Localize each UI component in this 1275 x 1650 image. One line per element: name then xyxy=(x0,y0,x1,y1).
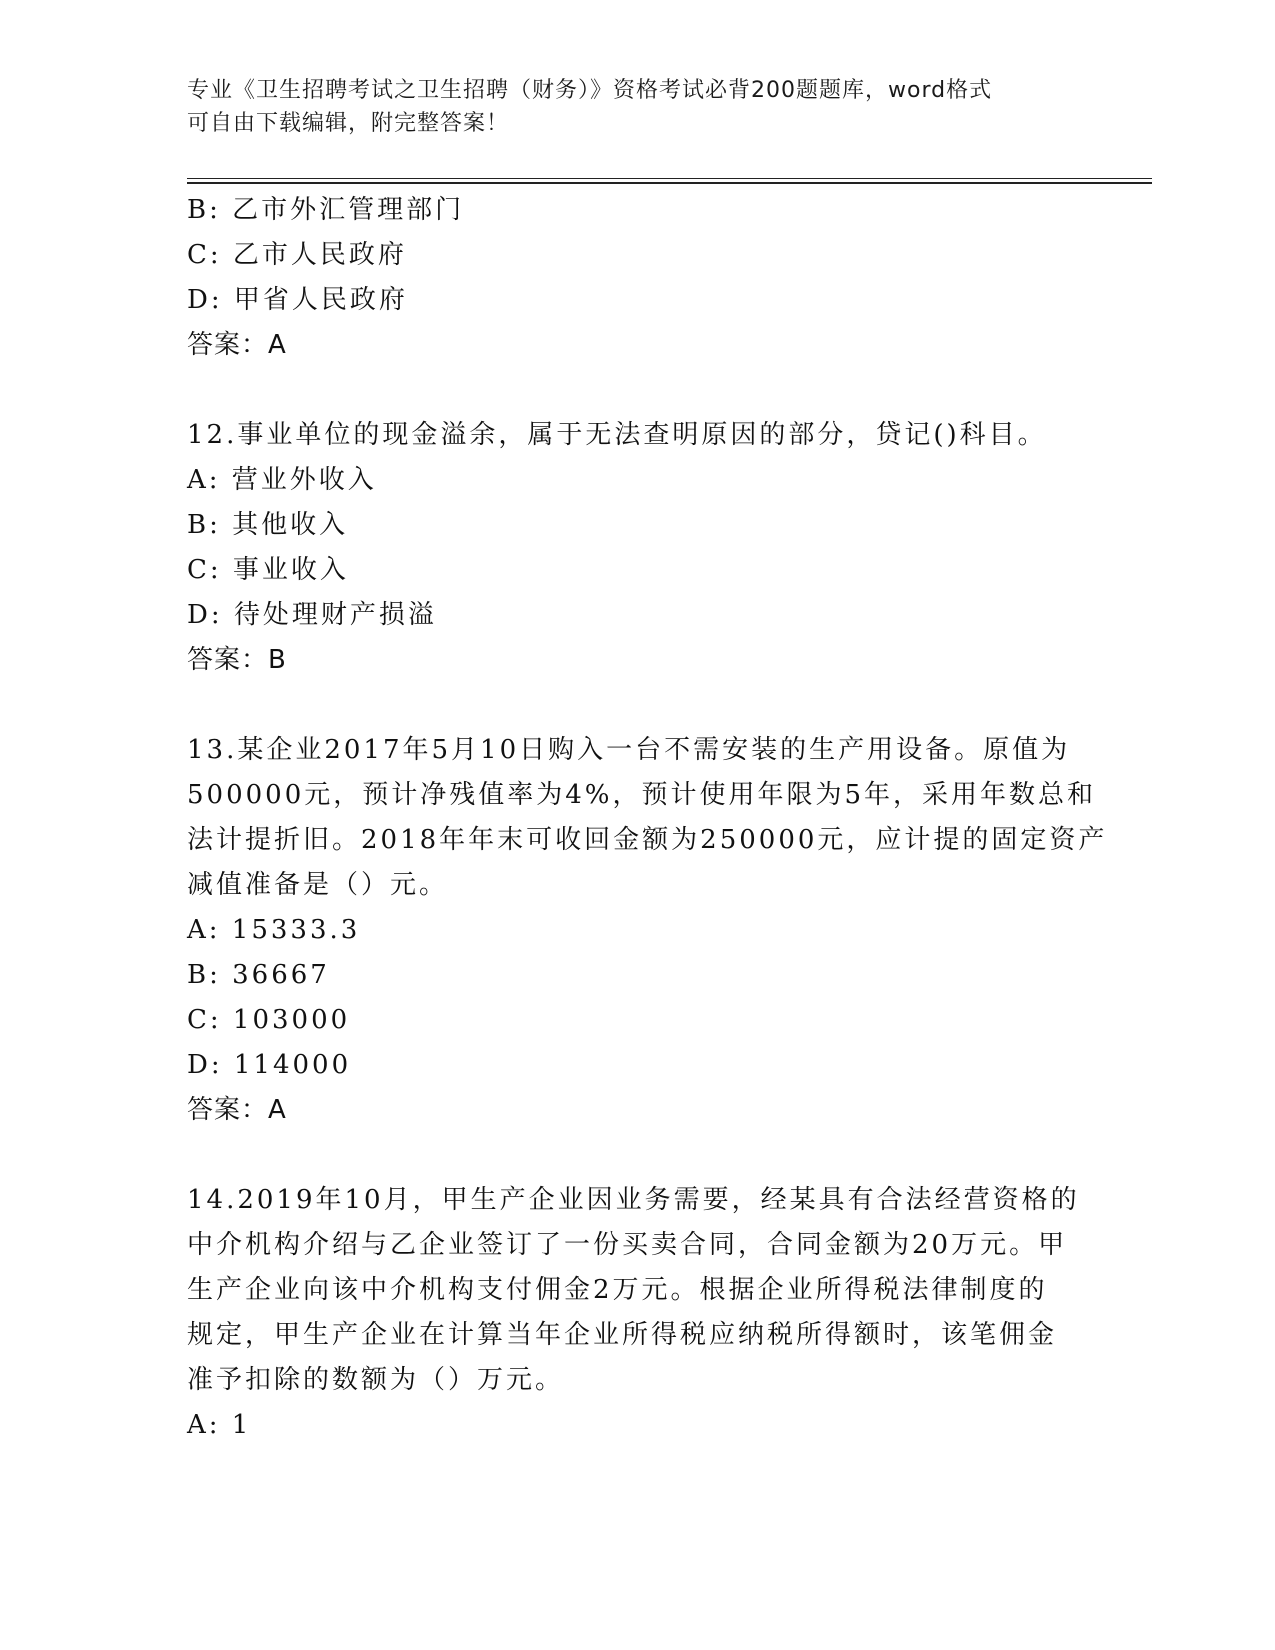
question-text-line-5: 准予扣除的数额为（）万元。 xyxy=(187,1365,565,1395)
option-a: A: 营业外收入 xyxy=(187,465,377,495)
question-text-line-2: 500000元，预计净残值率为4%，预计使用年限为5年，采用年数总和 xyxy=(187,780,1097,810)
spacer xyxy=(187,368,1087,413)
question-text-line-4: 规定，甲生产企业在计算当年企业所得税应纳税所得额时，该笔佣金 xyxy=(187,1320,1058,1350)
answer-line: 答案：A xyxy=(187,330,287,360)
question-11-continued xyxy=(187,188,1087,368)
option-d: D: 114000 xyxy=(187,1050,352,1080)
option-c: C: 乙市人民政府 xyxy=(187,240,407,270)
option-c: C: 103000 xyxy=(187,1005,351,1035)
header-divider-thin xyxy=(187,178,1152,179)
option-b: B: 36667 xyxy=(187,960,330,990)
document-body xyxy=(187,188,1108,1448)
option-d: D: 甲省人民政府 xyxy=(187,285,408,315)
header-line-2: 可自由下载编辑，附完整答案！ xyxy=(187,111,510,136)
option-a: A: 1 xyxy=(187,1410,252,1440)
option-a: A: 15333.3 xyxy=(187,915,361,945)
answer-line: 答案：A xyxy=(187,1095,287,1125)
option-c: C: 事业收入 xyxy=(187,555,349,585)
answer-line: 答案：B xyxy=(187,645,287,675)
header-divider-thick xyxy=(187,182,1152,184)
spacer xyxy=(187,1133,1087,1178)
header-line-1: 专业《卫生招聘考试之卫生招聘（财务）》资格考试必背200题题库，word格式 xyxy=(187,78,993,103)
option-b: B: 其他收入 xyxy=(187,510,349,540)
question-text: 12.事业单位的现金溢余，属于无法查明原因的部分，贷记()科目。 xyxy=(187,420,1047,450)
option-d: D: 待处理财产损溢 xyxy=(187,600,437,630)
question-text-line-2: 中介机构介绍与乙企业签订了一份买卖合同，合同金额为20万元。甲 xyxy=(187,1230,1068,1260)
question-text-line-4: 减值准备是（）元。 xyxy=(187,870,449,900)
option-b: B: 乙市外汇管理部门 xyxy=(187,195,465,225)
question-13 xyxy=(187,728,1108,1133)
question-text-line-3: 生产企业向该中介机构支付佣金2万元。根据企业所得税法律制度的 xyxy=(187,1275,1048,1305)
document-header xyxy=(187,74,1067,140)
spacer xyxy=(187,683,1087,728)
question-12 xyxy=(187,413,1087,683)
question-text-line-1: 13.某企业2017年5月10日购入一台不需安装的生产用设备。原值为 xyxy=(187,735,1071,765)
question-14 xyxy=(187,1178,1087,1448)
question-text-line-1: 14.2019年10月，甲生产企业因业务需要，经某具有合法经营资格的 xyxy=(187,1185,1080,1215)
question-text-line-3: 法计提折旧。2018年年末可收回金额为250000元，应计提的固定资产 xyxy=(187,825,1108,855)
